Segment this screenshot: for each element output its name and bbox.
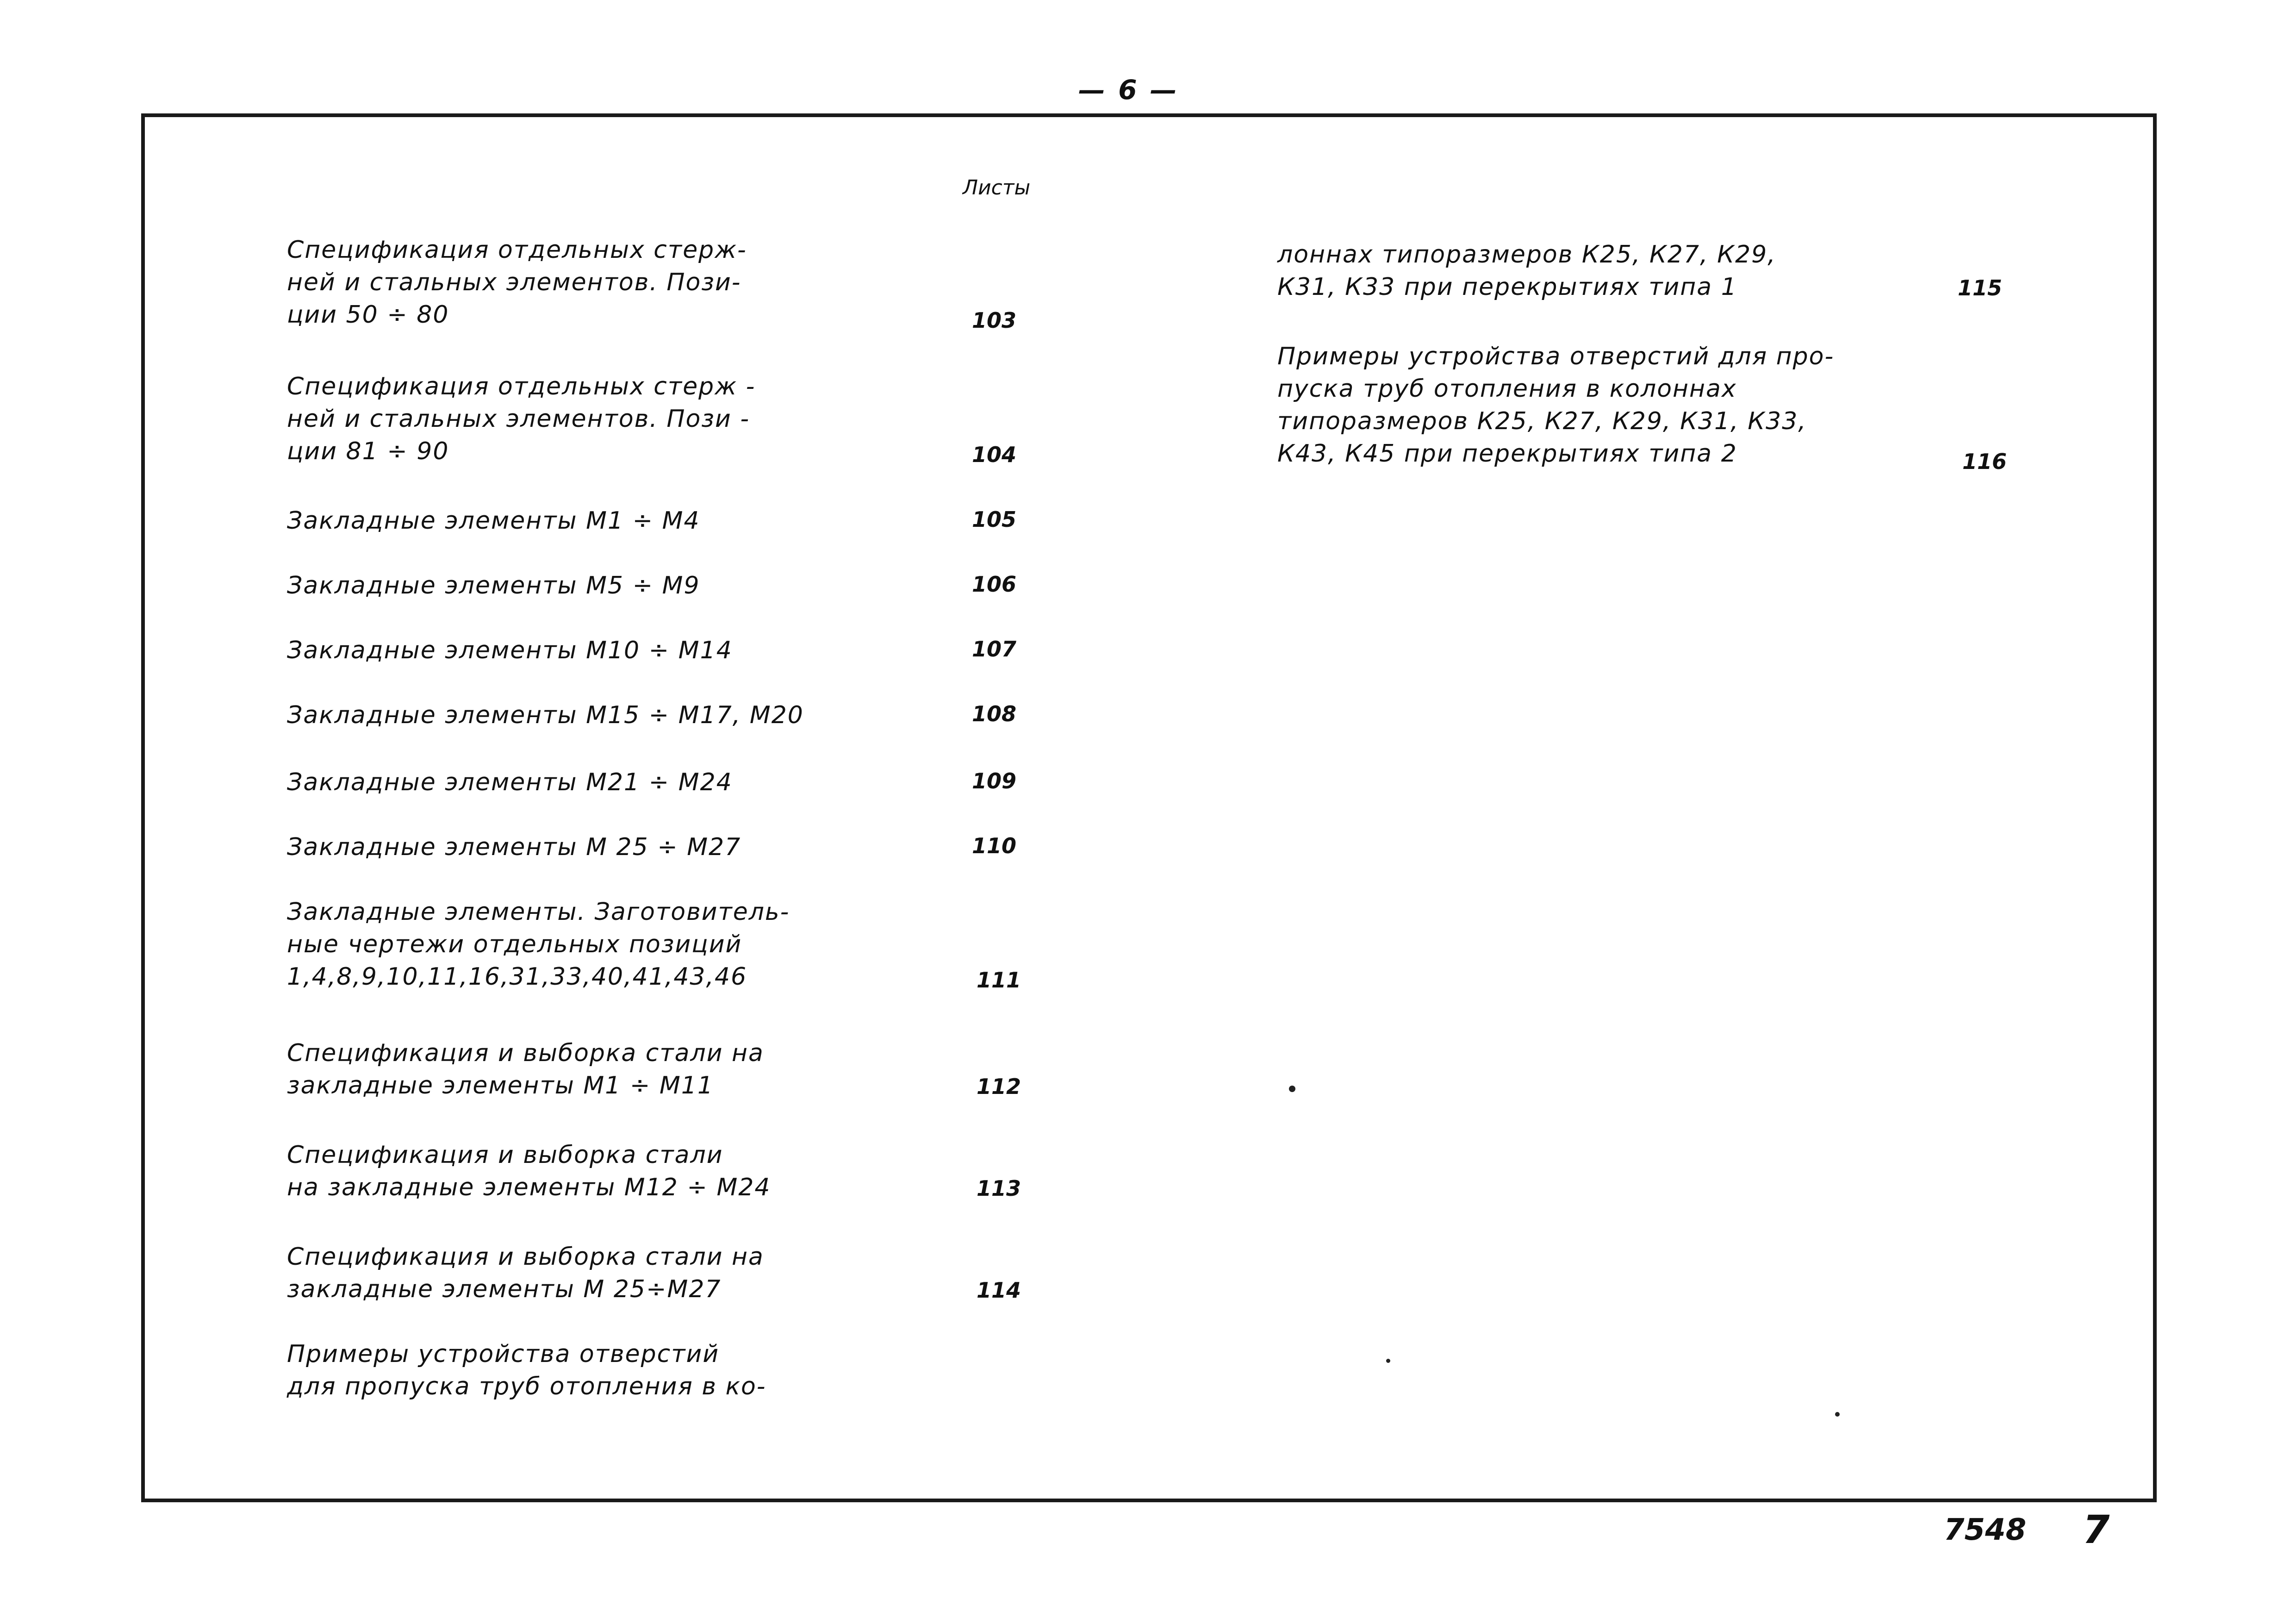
sheet-number: 103: [972, 308, 1017, 333]
contents-entry: Спецификация и выборка стали на закладные элементы М1 ÷ М11: [287, 1039, 764, 1099]
document-code: 7548: [1944, 1513, 2027, 1547]
sheet-number: 106: [972, 572, 1017, 597]
contents-entry: лоннах типоразмеров К25, К27, К29, К31, К33 при перекрытиях типа 1: [1277, 241, 1776, 301]
sheet-number: 109: [972, 768, 1017, 793]
contents-entry: Примеры устройства отверстий для пропуска труб отопления в ко-: [287, 1340, 766, 1400]
scan-speck: [1835, 1412, 1840, 1417]
contents-entry: Закладные элементы. Заготовитель- ные чертежи отдельных позиций 1,4,8,9,10,11,16,31,33,40,41,43,46: [287, 898, 790, 991]
sheet-number: 107: [972, 637, 1017, 662]
sheet-number: 113: [977, 1176, 1021, 1201]
contents-entry: Примеры устройства отверстий для про- пуска труб отопления в колоннах типоразмеров К25, К27, К29, К31, К33, К43, К45 при перекрытиях типа 2: [1277, 343, 1835, 468]
contents-entry: Спецификация и выборка стали на закладные элементы М 25÷М27: [287, 1243, 764, 1303]
sheet-number: 114: [977, 1278, 1021, 1303]
contents-entry: Закладные элементы М1 ÷ М4: [287, 507, 700, 535]
sheet-number: 112: [977, 1074, 1021, 1099]
sheet-number: 115: [1958, 275, 2003, 300]
sheet-number: 116: [1962, 449, 2007, 474]
contents-entry: Закладные элементы М10 ÷ М14: [287, 637, 733, 664]
contents-entry: Закладные элементы М21 ÷ М24: [287, 768, 733, 796]
contents-entry: Закладные элементы М15 ÷ М17, М20: [287, 701, 804, 729]
sheet-number: 111: [977, 968, 1021, 993]
sheet-number: 104: [972, 442, 1017, 467]
sheet-number: 108: [972, 701, 1017, 726]
contents-entry: Спецификация и выборка стали на закладные элементы М12 ÷ М24: [287, 1141, 771, 1201]
contents-entry: Закладные элементы М5 ÷ М9: [287, 572, 700, 600]
sheet-number: 110: [972, 833, 1017, 858]
footer-sheet-number: 7: [2083, 1507, 2110, 1552]
contents-entry: Закладные элементы М 25 ÷ М27: [287, 833, 741, 861]
contents-entry: Спецификация отдельных стерж- ней и стальных элементов. Пози- ции 50 ÷ 80: [287, 236, 747, 329]
contents-entry: Спецификация отдельных стерж - ней и стальных элементов. Пози - ции 81 ÷ 90: [287, 373, 756, 465]
page-number: — 6 —: [1078, 74, 1179, 106]
scan-speck: [1289, 1086, 1295, 1092]
sheet-number: 105: [972, 507, 1017, 532]
scan-speck: [1386, 1359, 1390, 1363]
sheets-column-header: Листы: [963, 176, 1031, 200]
